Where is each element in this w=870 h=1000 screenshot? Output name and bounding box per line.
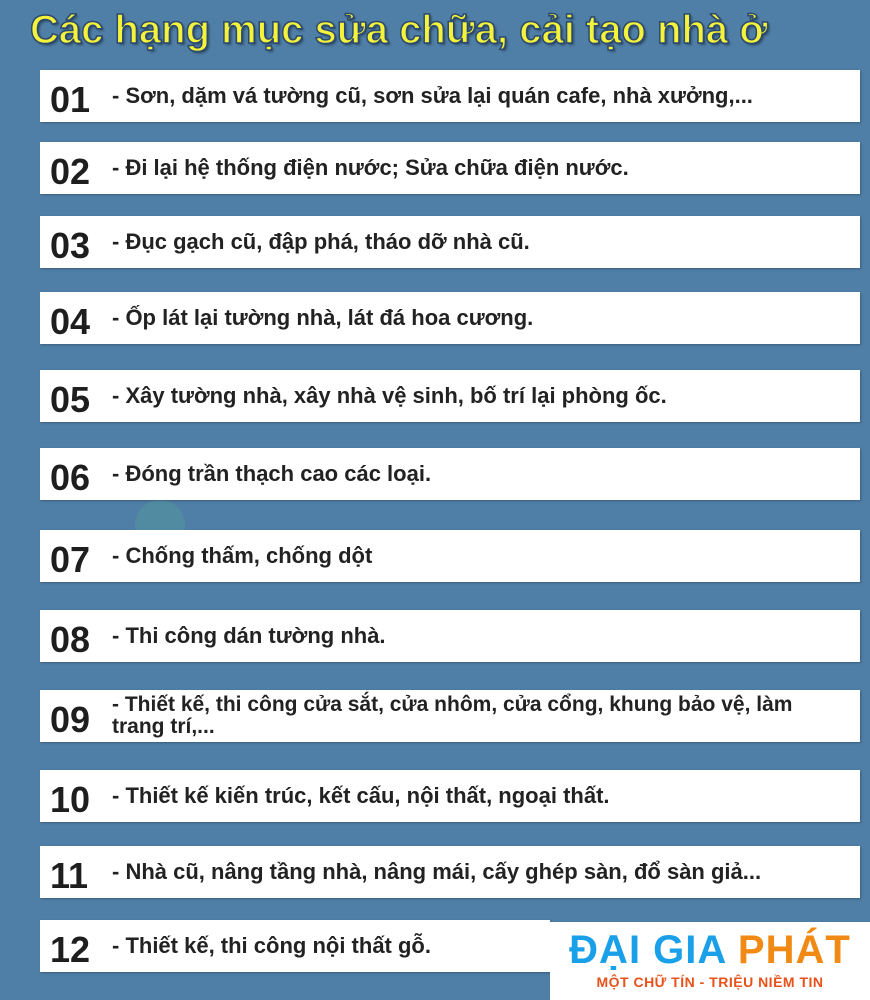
list-item xyxy=(40,846,860,898)
item-number: 07 xyxy=(50,539,91,580)
item-text: - Đi lại hệ thống điện nước; Sửa chữa điện nước. xyxy=(112,154,629,180)
item-number: 08 xyxy=(50,619,91,660)
list-item xyxy=(40,690,860,742)
list-item xyxy=(40,142,860,194)
item-number: 04 xyxy=(50,301,91,342)
list-item xyxy=(40,920,550,972)
list-item xyxy=(40,770,860,822)
item-number: 06 xyxy=(50,457,91,498)
item-text: - Thiết kế, thi công cửa sắt, cửa nhôm, cửa cổng, khung bảo vệ, làm trang trí,... xyxy=(112,692,793,738)
item-text: - Thiết kế kiến trúc, kết cấu, nội thất, ngoại thất. xyxy=(112,782,610,808)
item-text: - Đóng trần thạch cao các loại. xyxy=(112,460,432,486)
item-text: - Nhà cũ, nâng tầng nhà, nâng mái, cấy ghép sàn, đổ sàn giả... xyxy=(112,858,762,884)
page-title: Các hạng mục sửa chữa, cải tạo nhà ở xyxy=(30,8,768,52)
item-number: 05 xyxy=(50,379,91,420)
item-number: 11 xyxy=(50,855,89,896)
list-item xyxy=(40,70,860,122)
item-number: 10 xyxy=(50,779,91,820)
brand-name-part2: PHÁT xyxy=(737,928,851,972)
item-text: - Chống thấm, chống dột xyxy=(112,542,373,568)
item-text: - Xây tường nhà, xây nhà vệ sinh, bố trí lại phòng ốc. xyxy=(112,382,667,408)
item-number: 03 xyxy=(50,225,91,266)
item-number: 02 xyxy=(50,151,91,192)
list-item xyxy=(40,610,860,662)
list-item xyxy=(40,216,860,268)
list-item xyxy=(40,530,860,582)
item-text: - Thiết kế, thi công nội thất gỗ. xyxy=(112,932,431,958)
brand-name-part1: ĐẠI GIA xyxy=(569,928,738,972)
item-number: 12 xyxy=(50,929,91,970)
list-item xyxy=(40,370,860,422)
item-number: 01 xyxy=(50,79,91,120)
list-item xyxy=(40,292,860,344)
brand-slogan: MỘT CHỮ TÍN - TRIỆU NIỀM TIN xyxy=(596,974,824,990)
list-item xyxy=(40,448,860,500)
item-text: - Ốp lát lại tường nhà, lát đá hoa cương. xyxy=(112,304,534,330)
item-text: - Sơn, dặm vá tường cũ, sơn sửa lại quán cafe, nhà xưởng,... xyxy=(112,82,753,108)
brand-name xyxy=(550,928,870,972)
brand-logo xyxy=(550,922,870,1000)
item-text: - Đục gạch cũ, đập phá, tháo dỡ nhà cũ. xyxy=(112,228,530,254)
item-text: - Thi công dán tường nhà. xyxy=(112,622,386,648)
item-number: 09 xyxy=(50,699,91,740)
